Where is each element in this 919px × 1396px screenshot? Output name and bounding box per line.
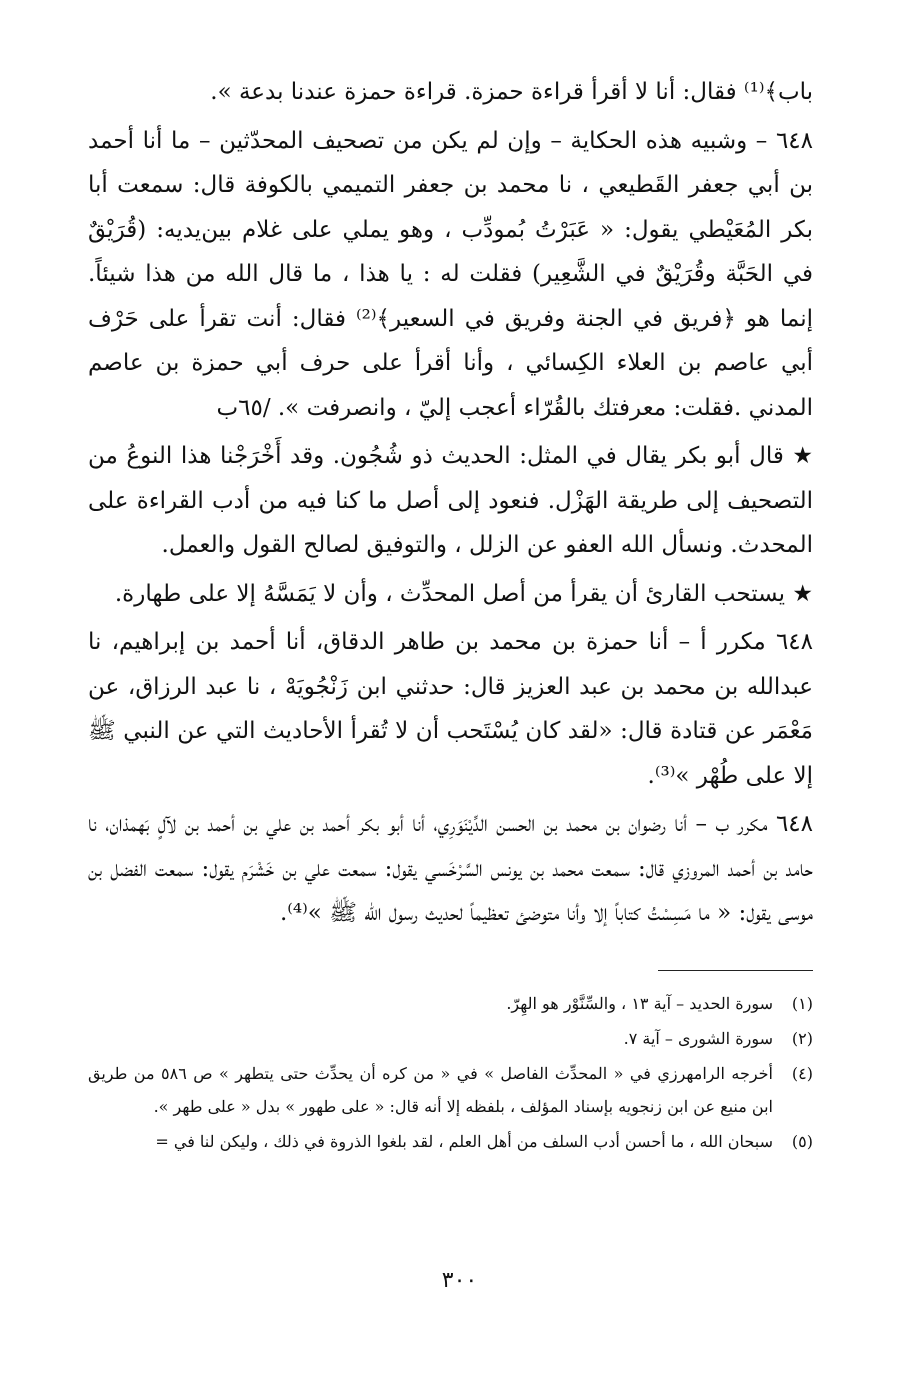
footnote-number: (١) [791, 993, 813, 1013]
footnote-text: سورة الشورى – آية ٧. [623, 1028, 773, 1048]
footnote-text: سورة الحديد – آية ١٣ ، والسِّنَّوْر هو الهِرّ. [506, 993, 773, 1013]
footnote [88, 1125, 813, 1158]
footnote-number: (٢) [791, 1028, 813, 1048]
paragraph-continuation: باب﴾⁽¹⁾ فقال: أنا لا أقرأ قراءة حمزة. قراءة حمزة عندنا بدعة ». [210, 79, 813, 105]
footnote-text: أخرجه الرامهرزي في « المحدِّث الفاصل » في « من كره أن يحدِّث حتى يتطهر » ص ٥٨٦ من طريق ابن منيع عن ابن زنجويه بإسناد المؤلف ، بلفظه إلا أنه قال: « على طهور » بدل « على طهر ». [88, 1063, 774, 1116]
footnote [88, 1022, 813, 1055]
paragraph-abu-bakr-note: ★ قال أبو بكر يقال في المثل: الحديث ذو شُجُون. وقد أَخْرَجْنا هذا النوعُ من التصحيف إلى طريقة الهَزْل. فنعود إلى أصل ما كنا فيه من أدب القراءة على المحدث. ونسأل الله العفو عن الزلل ، والتوفيق لصالح القول والعمل. [88, 443, 813, 558]
footnote [88, 987, 813, 1020]
paragraph-648-repeat-a: ٦٤٨ مكرر أ – أنا حمزة بن محمد بن طاهر الدقاق، أنا أحمد بن إبراهيم، نا عبدالله بن محمد بن عبد العزيز قال: حدثني ابن زَنْجُويَهْ ، نا عبد الرزاق، عن مَعْمَر عن قتادة قال: «لقد كان يُسْتَحب أن لا تُقرأ الأحاديث التي عن النبي ﷺ إلا على طُهْر »⁽³⁾. [88, 629, 813, 789]
footnote-number: (٤) [791, 1063, 813, 1083]
paragraph-648: ٦٤٨ – وشبيه هذه الحكاية – وإن لم يكن من تصحيف المحدّثين – ما أنا أحمد بن أبي جعفر القَطيعي ، نا محمد بن جعفر التميمي بالكوفة قال: سمعت أبا بكر المُعَيْطي يقول: « عَبَرْتُ بُمودِّب ، وهو يملي على غلام بين‌يديه: (قُرَيْقٌ في الحَبَّة وقُرَيْقٌ في الشَّعِير) فقلت له : يا هذا ، ما قال الله من هذا شيئاً. إنما هو ﴿فريق في الجنة وفريق في السعير﴾⁽²⁾ فقال: أنت تقرأ على حَرْف أبي عاصم بن العلاء الكِسائي ، وأنا أقرأ على حرف أبي حمزة بن عاصم المدني .فقلت: معرفتك بالقُرّاء أعجب إليّ ، وانصرفت ». /٦٥ب [88, 127, 813, 421]
page-number: ٣٠٠ [441, 1268, 478, 1293]
paragraph-reading-rule: ★ يستحب القارئ أن يقرأ من أصل المحدِّث ، وأن لا يَمَسَّهُ إلا على طهارة. [114, 580, 813, 607]
footnote-number: (٥) [791, 1131, 813, 1151]
footnote-separator [658, 970, 813, 971]
footnote [88, 1057, 813, 1123]
paragraph-648-repeat-b: ٦٤٨ مكرر ب – أنا رضوان بن محمد بن الحسن الدِّيْنَوَرِي، أنا أبو بكر أحمد بن علي بن أحمد بن لآلٍ بَهمذان، نا حامد بن أحمد المروزي قال: سمعت محمد بن يونس السَّرْخَسي يقول: سمعت علي بن خَشْرَم يقول: سمعت الفضل بن موسى يقول: « ما مَسِسْتُ كتاباً إلا وأنا متوضئ تعظيماً لحديث رسول الله ﷺ »⁽⁴⁾. [88, 811, 813, 926]
footnote-text: سبحان الله ، ما أحسن أدب السلف من أهل العلم ، لقد بلغوا الذروة في ذلك ، وليكن لنا في = [155, 1131, 773, 1151]
page-content [88, 70, 813, 1158]
